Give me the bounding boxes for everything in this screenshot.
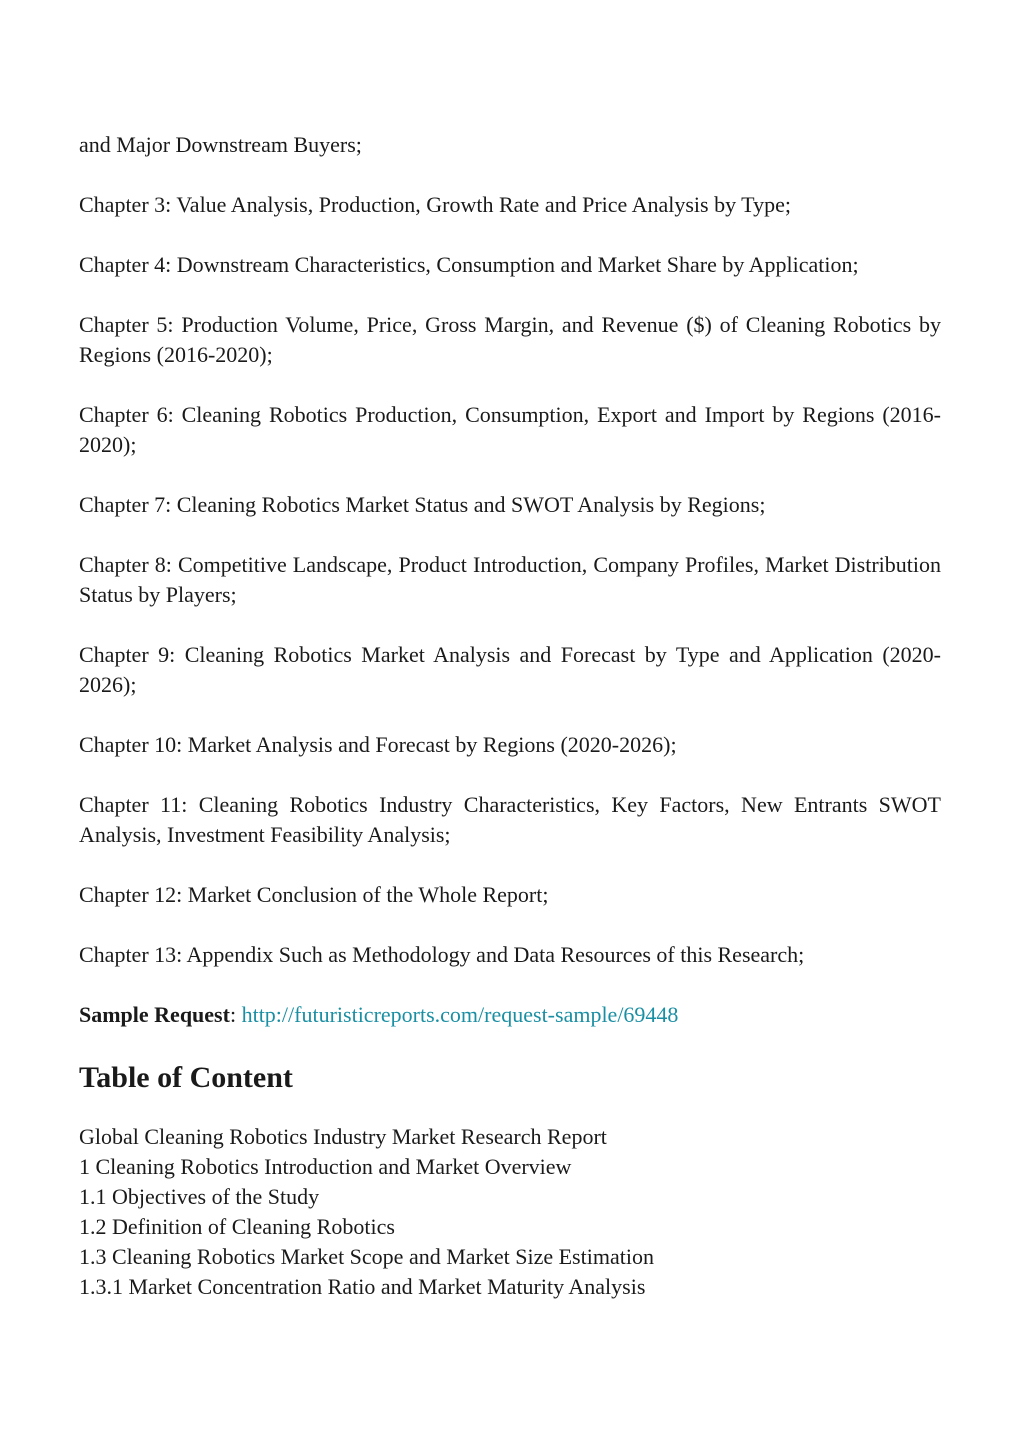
intro-line: and Major Downstream Buyers; [79,132,362,157]
chapter-item: Chapter 11: Cleaning Robotics Industry Characteristics, Key Factors, New Entrants SWOT Analysis, Investment Feasibility Analysis; [79,792,941,847]
toc-item: 1.2 Definition of Cleaning Robotics [79,1214,395,1239]
chapter-item: Chapter 5: Production Volume, Price, Gross Margin, and Revenue ($) of Cleaning Robotics by Regions (2016-2020); [79,312,941,367]
chapter-item: Chapter 8: Competitive Landscape, Product Introduction, Company Profiles, Market Distribution Status by Players; [79,552,941,607]
toc-item: Global Cleaning Robotics Industry Market Research Report [79,1124,607,1149]
toc-heading: Table of Content [79,1061,293,1094]
document-page [79,130,941,1302]
chapter-item: Chapter 13: Appendix Such as Methodology and Data Resources of this Research; [79,942,805,967]
toc-item: 1.3 Cleaning Robotics Market Scope and Market Size Estimation [79,1244,654,1269]
chapter-item: Chapter 3: Value Analysis, Production, Growth Rate and Price Analysis by Type; [79,192,791,217]
chapter-item: Chapter 7: Cleaning Robotics Market Status and SWOT Analysis by Regions; [79,492,766,517]
sample-request-line [79,1000,941,1030]
chapter-item: Chapter 9: Cleaning Robotics Market Analysis and Forecast by Type and Application (2020-2026); [79,642,941,697]
toc-item: 1 Cleaning Robotics Introduction and Market Overview [79,1154,572,1179]
toc-item: 1.3.1 Market Concentration Ratio and Market Maturity Analysis [79,1274,646,1299]
chapter-item: Chapter 6: Cleaning Robotics Production, Consumption, Export and Import by Regions (2016-2020); [79,402,941,457]
sample-request-link[interactable]: http://futuristicreports.com/request-sample/69448 [241,1002,679,1027]
toc-item: 1.1 Objectives of the Study [79,1184,320,1209]
chapter-item: Chapter 12: Market Conclusion of the Whole Report; [79,882,549,907]
toc-list [79,1122,941,1302]
chapter-item: Chapter 4: Downstream Characteristics, Consumption and Market Share by Application; [79,252,859,277]
chapter-item: Chapter 10: Market Analysis and Forecast by Regions (2020-2026); [79,732,677,757]
sample-request-label: Sample Request [79,1002,230,1027]
sample-request-separator: : [229,1002,242,1027]
